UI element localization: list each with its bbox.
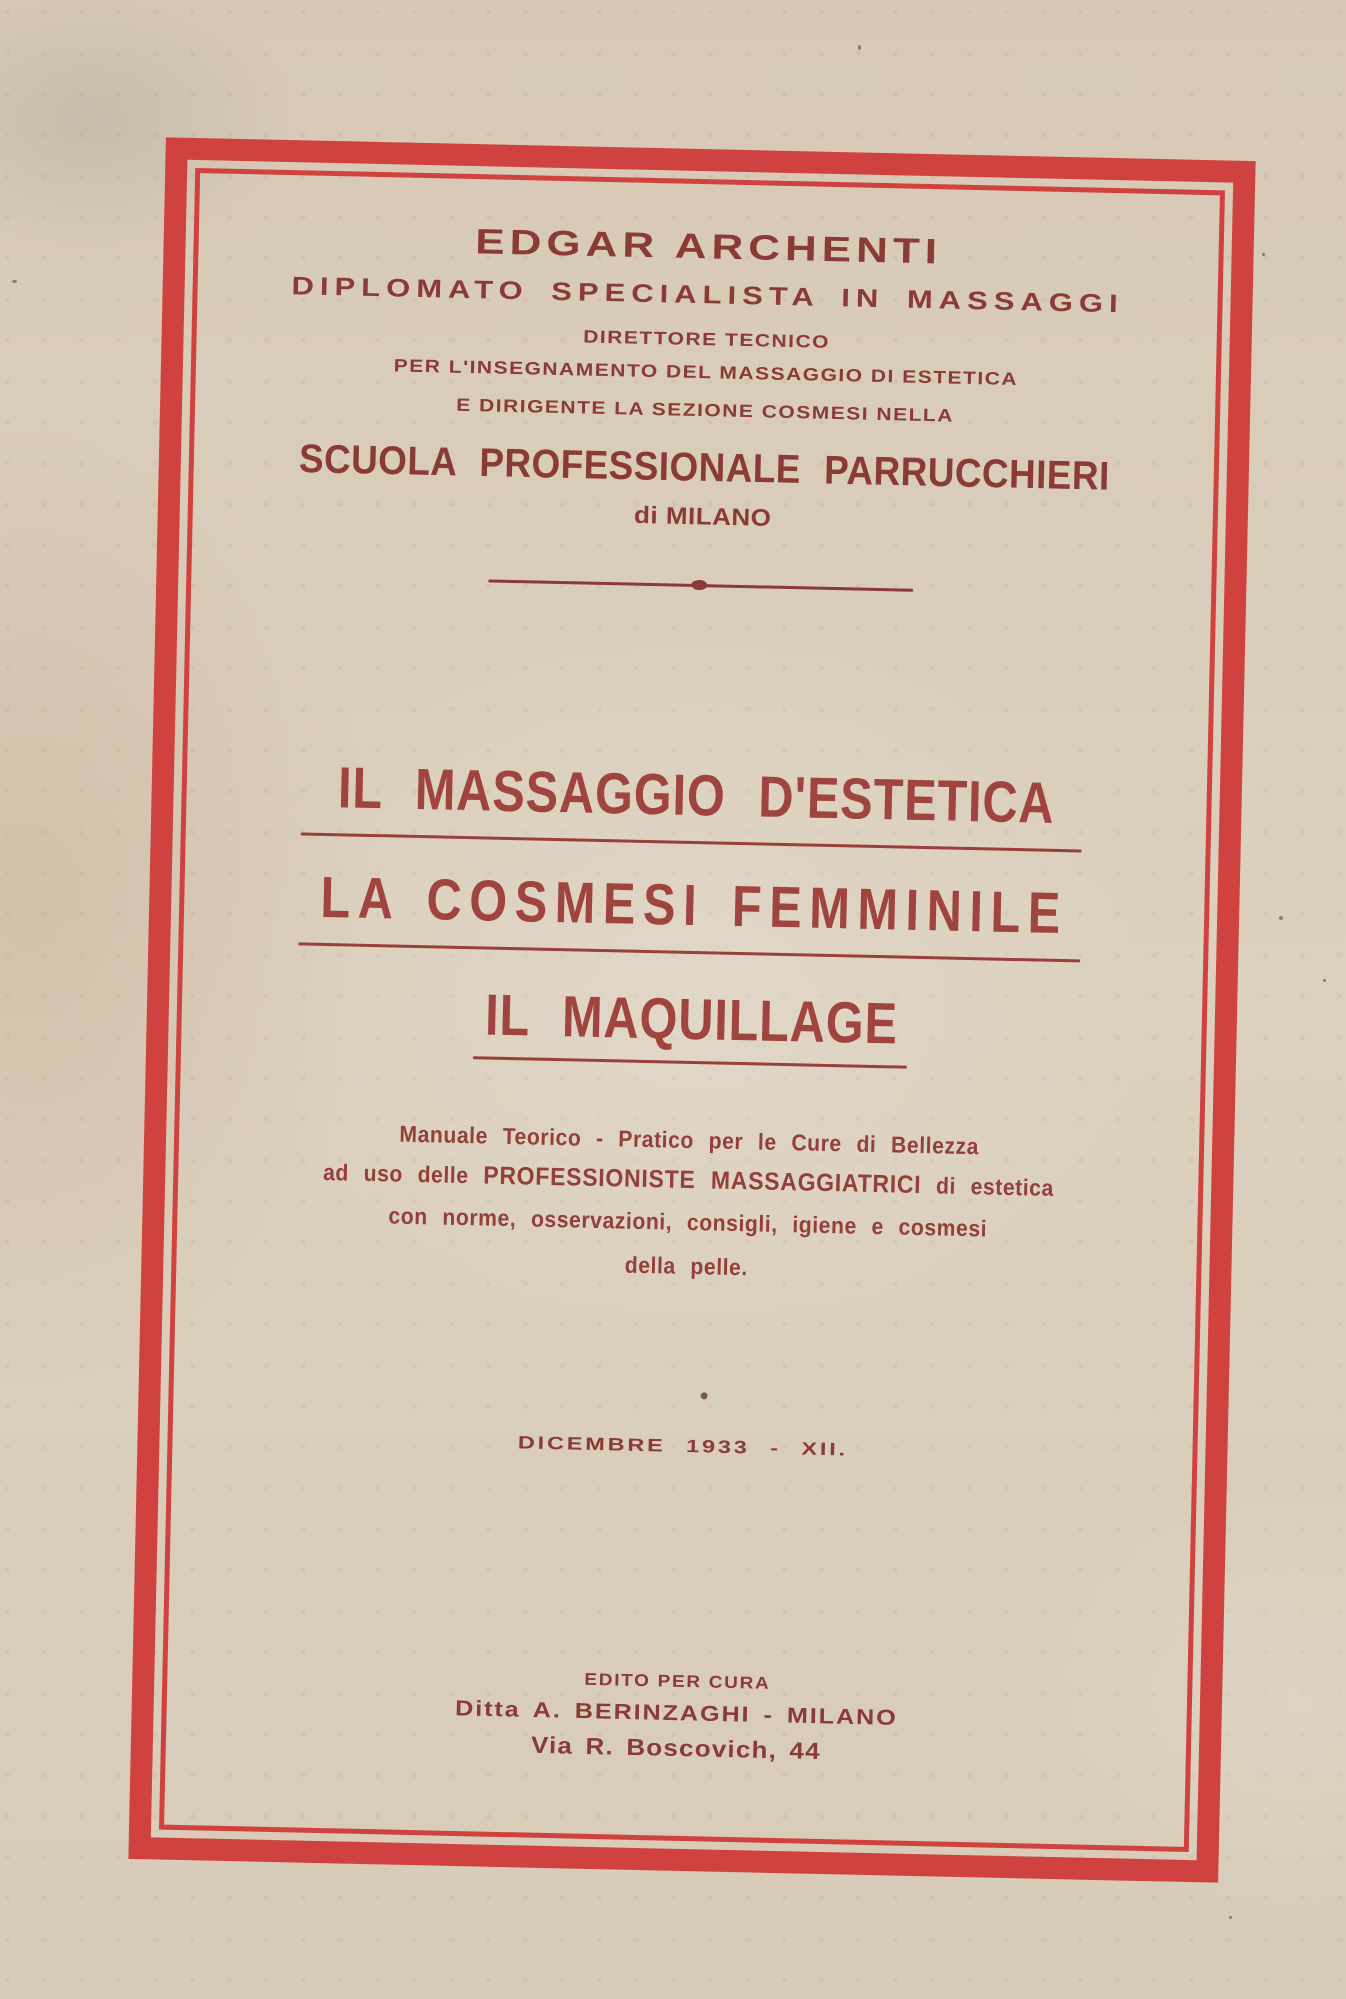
role-line-1-text: DIRETTORE TECNICO bbox=[583, 327, 831, 353]
paper-speck bbox=[1262, 253, 1265, 256]
publisher-address-text: Via R. Boscovich, 44 bbox=[530, 1731, 822, 1765]
role-line-2-text: PER L'INSEGNAMENTO DEL MASSAGGIO DI ESTETICA bbox=[393, 356, 1019, 390]
institution-city-text: di MILANO bbox=[633, 500, 772, 532]
description-line-3-text: con norme, osservazioni, consigli, igiene e cosmesi bbox=[387, 1202, 987, 1242]
paper-speck bbox=[12, 280, 17, 283]
institution-name-text: SCUOLA PROFESSIONALE PARRUCCHIERI bbox=[298, 435, 1110, 499]
description-line-2-emphasis: PROFESSIONISTE MASSAGGIATRICI bbox=[482, 1161, 922, 1200]
paper-speck bbox=[1323, 979, 1326, 982]
title-line-2-text: LA COSMESI FEMMINILE bbox=[319, 864, 1069, 947]
description-line-2-prefix: ad uso delle bbox=[322, 1158, 469, 1189]
description-line-1-text: Manuale Teorico - Pratico per le Cure di Bellezza bbox=[399, 1120, 980, 1160]
decorative-dot-icon bbox=[701, 1392, 708, 1399]
publisher-name-text: Ditta A. BERINZAGHI - MILANO bbox=[455, 1696, 899, 1731]
publication-date-text: DICEMBRE 1933 - XII. bbox=[517, 1433, 848, 1460]
divider-ornament-icon bbox=[691, 580, 707, 590]
paper-speck bbox=[1229, 1916, 1232, 1919]
role-line-3-text: E DIRIGENTE LA SEZIONE COSMESI NELLA bbox=[456, 395, 955, 426]
title-line-3-text: IL MAQUILLAGE bbox=[484, 982, 899, 1057]
paper-speck bbox=[858, 45, 861, 50]
paper-speck bbox=[1279, 916, 1283, 920]
description-line-2-suffix: di estetica bbox=[935, 1172, 1054, 1201]
title-line-1-text: IL MASSAGGIO D'ESTETICA bbox=[337, 755, 1056, 836]
author-name-text: EDGAR ARCHENTI bbox=[474, 222, 943, 272]
author-credential-text: DIPLOMATO SPECIALISTA IN MASSAGGI bbox=[291, 271, 1124, 319]
publisher-label-text: EDITO PER CURA bbox=[584, 1669, 771, 1693]
description-line-4-text: della pelle. bbox=[624, 1251, 749, 1281]
cover-page bbox=[128, 137, 1255, 1882]
